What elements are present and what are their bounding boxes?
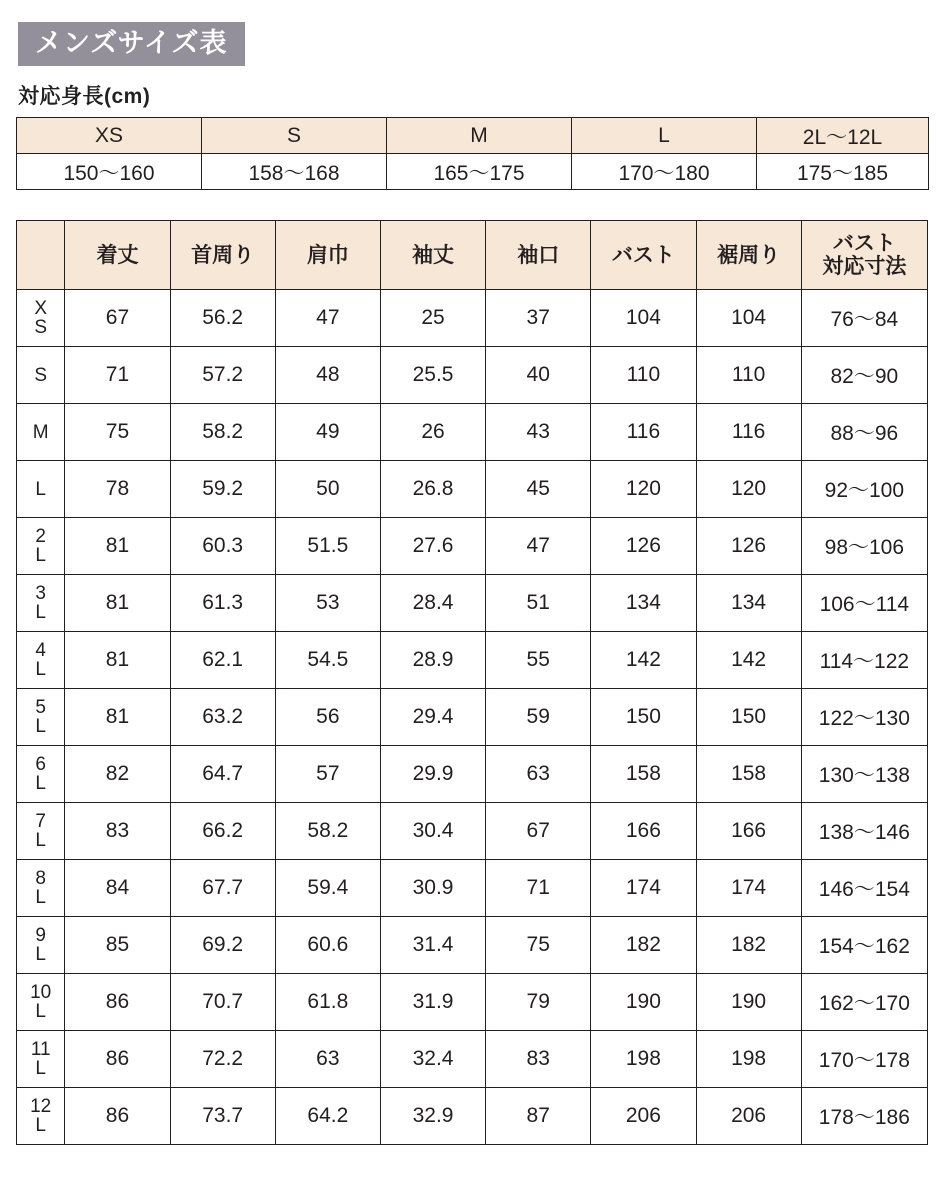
measurement-cell: 158 <box>696 746 801 803</box>
measurement-cell: 88〜96 <box>801 404 927 461</box>
row-size-label <box>17 1088 65 1145</box>
measurement-cell: 56.2 <box>170 290 275 347</box>
height-range-cell: 170〜180 <box>572 154 757 190</box>
row-size-label-line2: L <box>35 659 46 681</box>
measurement-cell: 162〜170 <box>801 974 927 1031</box>
measurement-cell: 28.4 <box>380 575 485 632</box>
row-size-label <box>17 689 65 746</box>
measurements-col-header: 首周り <box>170 221 275 290</box>
measurement-cell: 37 <box>486 290 591 347</box>
row-size-label <box>17 575 65 632</box>
table-row <box>17 974 928 1031</box>
height-size-header: S <box>202 118 387 154</box>
table-row <box>17 689 928 746</box>
table-row <box>17 347 928 404</box>
measurement-cell: 92〜100 <box>801 461 927 518</box>
row-size-label-line2: L <box>35 1115 46 1137</box>
measurement-cell: 45 <box>486 461 591 518</box>
row-size-label-line2: L <box>35 545 46 567</box>
measurement-cell: 53 <box>275 575 380 632</box>
row-size-label-line1: 6 <box>35 754 46 776</box>
row-size-label-line1: 3 <box>35 583 46 605</box>
measurements-col-header: 袖口 <box>486 221 591 290</box>
measurement-cell: 126 <box>696 518 801 575</box>
row-size-label-line2: L <box>35 773 46 795</box>
measurement-cell: 49 <box>275 404 380 461</box>
measurement-cell: 57.2 <box>170 347 275 404</box>
height-range-cell: 175〜185 <box>757 154 929 190</box>
row-size-label-line1: M <box>32 421 49 443</box>
row-size-label <box>17 632 65 689</box>
table-row <box>17 461 928 518</box>
measurements-col-header: 裾周り <box>696 221 801 290</box>
measurement-cell: 30.9 <box>380 860 485 917</box>
measurement-cell: 73.7 <box>170 1088 275 1145</box>
measurement-cell: 138〜146 <box>801 803 927 860</box>
measurement-cell: 51.5 <box>275 518 380 575</box>
measurement-cell: 110 <box>591 347 696 404</box>
measurement-cell: 170〜178 <box>801 1031 927 1088</box>
measurement-cell: 64.7 <box>170 746 275 803</box>
measurement-cell: 61.8 <box>275 974 380 1031</box>
measurement-cell: 70.7 <box>170 974 275 1031</box>
measurement-cell: 120 <box>591 461 696 518</box>
measurements-corner-cell <box>17 221 65 290</box>
measurement-cell: 47 <box>486 518 591 575</box>
height-table-row <box>17 154 929 190</box>
measurement-cell: 62.1 <box>170 632 275 689</box>
measurement-cell: 26.8 <box>380 461 485 518</box>
measurement-cell: 66.2 <box>170 803 275 860</box>
table-row <box>17 1088 928 1145</box>
measurement-cell: 59.2 <box>170 461 275 518</box>
measurement-cell: 166 <box>591 803 696 860</box>
measurement-cell: 71 <box>65 347 170 404</box>
row-size-label-line1: 12 <box>30 1096 52 1118</box>
measurement-cell: 114〜122 <box>801 632 927 689</box>
measurement-cell: 29.4 <box>380 689 485 746</box>
bust-ref-line2: 対応寸法 <box>822 255 907 279</box>
measurement-cell: 54.5 <box>275 632 380 689</box>
measurement-cell: 198 <box>591 1031 696 1088</box>
height-size-header: M <box>387 118 572 154</box>
measurement-cell: 98〜106 <box>801 518 927 575</box>
measurement-cell: 84 <box>65 860 170 917</box>
measurement-cell: 190 <box>696 974 801 1031</box>
measurements-col-header-bust-ref <box>801 221 927 290</box>
row-size-label-line2: L <box>35 602 46 624</box>
measurement-cell: 40 <box>486 347 591 404</box>
row-size-label <box>17 917 65 974</box>
row-size-label-line1: 5 <box>35 697 46 719</box>
measurement-cell: 190 <box>591 974 696 1031</box>
row-size-label <box>17 290 65 347</box>
row-size-label-line1: 8 <box>35 868 46 890</box>
measurement-cell: 206 <box>696 1088 801 1145</box>
table-row <box>17 518 928 575</box>
measurement-cell: 25.5 <box>380 347 485 404</box>
bust-ref-line1: バスト <box>832 232 896 256</box>
height-table <box>16 117 929 190</box>
measurement-cell: 83 <box>486 1031 591 1088</box>
measurement-cell: 63 <box>486 746 591 803</box>
measurement-cell: 174 <box>696 860 801 917</box>
measurement-cell: 154〜162 <box>801 917 927 974</box>
measurement-cell: 150 <box>591 689 696 746</box>
height-range-cell: 165〜175 <box>387 154 572 190</box>
height-size-header: 2L〜12L <box>757 118 929 154</box>
measurement-cell: 67.7 <box>170 860 275 917</box>
row-size-label-line2: L <box>35 1001 46 1023</box>
measurement-cell: 50 <box>275 461 380 518</box>
measurement-cell: 31.9 <box>380 974 485 1031</box>
measurement-cell: 28.9 <box>380 632 485 689</box>
height-size-header: XS <box>17 118 202 154</box>
row-size-label-line1: 4 <box>35 640 46 662</box>
measurement-cell: 81 <box>65 689 170 746</box>
row-size-label <box>17 974 65 1031</box>
measurement-cell: 31.4 <box>380 917 485 974</box>
measurement-cell: 126 <box>591 518 696 575</box>
measurement-cell: 64.2 <box>275 1088 380 1145</box>
table-row <box>17 917 928 974</box>
measurement-cell: 104 <box>591 290 696 347</box>
measurement-cell: 134 <box>696 575 801 632</box>
row-size-label <box>17 404 65 461</box>
measurement-cell: 75 <box>486 917 591 974</box>
measurement-cell: 72.2 <box>170 1031 275 1088</box>
row-size-label-line1: 11 <box>30 1039 51 1061</box>
measurement-cell: 142 <box>696 632 801 689</box>
row-size-label-line2: L <box>35 830 46 852</box>
measurement-cell: 30.4 <box>380 803 485 860</box>
measurement-cell: 32.4 <box>380 1031 485 1088</box>
measurement-cell: 76〜84 <box>801 290 927 347</box>
height-table-header-row <box>17 118 929 154</box>
row-size-label-line2: S <box>34 317 48 339</box>
height-section-label: 対応身長(cm) <box>18 85 151 109</box>
measurement-cell: 32.9 <box>380 1088 485 1145</box>
table-row <box>17 1031 928 1088</box>
measurement-cell: 56 <box>275 689 380 746</box>
measurement-cell: 61.3 <box>170 575 275 632</box>
measurement-cell: 78 <box>65 461 170 518</box>
section-spacer <box>14 190 926 220</box>
table-row <box>17 632 928 689</box>
measurement-cell: 134 <box>591 575 696 632</box>
measurement-cell: 158 <box>591 746 696 803</box>
measurement-cell: 146〜154 <box>801 860 927 917</box>
measurement-cell: 82〜90 <box>801 347 927 404</box>
measurements-col-header: 袖丈 <box>380 221 485 290</box>
page-title: メンズサイズ表 <box>18 22 245 66</box>
measurement-cell: 81 <box>65 518 170 575</box>
measurement-cell: 69.2 <box>170 917 275 974</box>
measurement-cell: 166 <box>696 803 801 860</box>
table-row <box>17 575 928 632</box>
row-size-label <box>17 1031 65 1088</box>
measurement-cell: 67 <box>486 803 591 860</box>
measurement-cell: 110 <box>696 347 801 404</box>
measurement-cell: 58.2 <box>170 404 275 461</box>
table-row <box>17 803 928 860</box>
row-size-label-line1: 10 <box>30 982 52 1004</box>
row-size-label-line2: L <box>35 887 46 909</box>
measurement-cell: 60.6 <box>275 917 380 974</box>
measurement-cell: 29.9 <box>380 746 485 803</box>
row-size-label <box>17 461 65 518</box>
measurement-cell: 60.3 <box>170 518 275 575</box>
table-row <box>17 290 928 347</box>
measurement-cell: 48 <box>275 347 380 404</box>
measurements-body <box>17 290 928 1145</box>
measurement-cell: 71 <box>486 860 591 917</box>
measurement-cell: 182 <box>591 917 696 974</box>
measurement-cell: 27.6 <box>380 518 485 575</box>
row-size-label-line1: X <box>34 298 48 320</box>
measurement-cell: 55 <box>486 632 591 689</box>
row-size-label-line1: L <box>35 478 46 500</box>
measurement-cell: 75 <box>65 404 170 461</box>
measurement-cell: 106〜114 <box>801 575 927 632</box>
measurement-cell: 26 <box>380 404 485 461</box>
measurement-cell: 43 <box>486 404 591 461</box>
row-size-label-line1: 2 <box>35 526 46 548</box>
measurement-cell: 81 <box>65 632 170 689</box>
measurement-cell: 130〜138 <box>801 746 927 803</box>
measurement-cell: 150 <box>696 689 801 746</box>
measurement-cell: 63.2 <box>170 689 275 746</box>
measurements-header-row <box>17 221 928 290</box>
measurement-cell: 86 <box>65 974 170 1031</box>
measurement-cell: 59 <box>486 689 591 746</box>
row-size-label <box>17 518 65 575</box>
measurement-cell: 81 <box>65 575 170 632</box>
table-row <box>17 404 928 461</box>
measurement-cell: 63 <box>275 1031 380 1088</box>
row-size-label-line1: 9 <box>35 925 46 947</box>
measurement-cell: 142 <box>591 632 696 689</box>
measurement-cell: 198 <box>696 1031 801 1088</box>
measurement-cell: 87 <box>486 1088 591 1145</box>
measurement-cell: 25 <box>380 290 485 347</box>
measurement-cell: 86 <box>65 1088 170 1145</box>
measurement-cell: 47 <box>275 290 380 347</box>
measurements-col-header: 肩巾 <box>275 221 380 290</box>
measurement-cell: 122〜130 <box>801 689 927 746</box>
measurement-cell: 120 <box>696 461 801 518</box>
row-size-label <box>17 347 65 404</box>
row-size-label-line1: 7 <box>35 811 46 833</box>
measurement-cell: 51 <box>486 575 591 632</box>
measurements-col-header: バスト <box>591 221 696 290</box>
measurement-cell: 174 <box>591 860 696 917</box>
measurement-cell: 206 <box>591 1088 696 1145</box>
measurement-cell: 182 <box>696 917 801 974</box>
row-size-label-line2: L <box>35 944 46 966</box>
height-range-cell: 150〜160 <box>17 154 202 190</box>
row-size-label <box>17 803 65 860</box>
measurement-cell: 58.2 <box>275 803 380 860</box>
measurement-cell: 178〜186 <box>801 1088 927 1145</box>
measurement-cell: 116 <box>591 404 696 461</box>
measurement-cell: 104 <box>696 290 801 347</box>
measurement-cell: 59.4 <box>275 860 380 917</box>
row-size-label <box>17 860 65 917</box>
height-size-header: L <box>572 118 757 154</box>
row-size-label <box>17 746 65 803</box>
table-row <box>17 746 928 803</box>
height-range-cell: 158〜168 <box>202 154 387 190</box>
measurement-cell: 79 <box>486 974 591 1031</box>
measurements-col-header: 着丈 <box>65 221 170 290</box>
table-row <box>17 860 928 917</box>
measurement-cell: 83 <box>65 803 170 860</box>
measurements-table <box>16 220 928 1145</box>
measurement-cell: 86 <box>65 1031 170 1088</box>
measurement-cell: 67 <box>65 290 170 347</box>
measurement-cell: 82 <box>65 746 170 803</box>
measurement-cell: 57 <box>275 746 380 803</box>
measurement-cell: 116 <box>696 404 801 461</box>
measurement-cell: 85 <box>65 917 170 974</box>
row-size-label-line2: L <box>35 716 46 738</box>
row-size-label-line1: S <box>34 364 48 386</box>
row-size-label-line2: L <box>35 1058 46 1080</box>
